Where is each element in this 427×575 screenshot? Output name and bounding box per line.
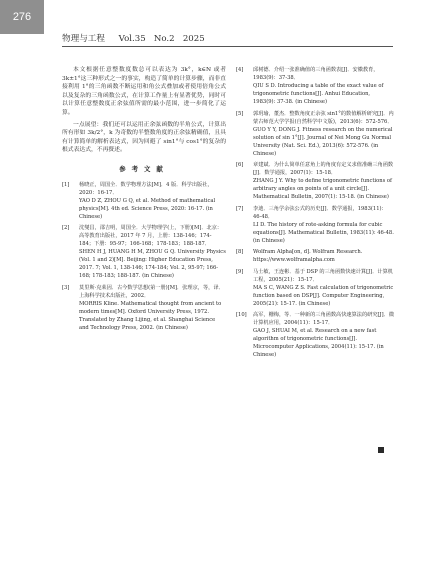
reference-number: [6] [236,162,244,168]
body-paragraph-1: 本文根据任意整数度数总可以表达为 3k°，k∈N 或者 3k±1°这三种形式之一的事实，构造了简单的计算步骤，而非直接利用 1°的三角函数不断运用和角公式叠加或者使用倍角公式以及复杂的三角函数公式，在计算工作量上有显著优势，同时可以计算任意整数度正余弦值所需的最小范围，进一步简化了运算。 [62,67,226,116]
end-of-article-mark [378,447,384,453]
reference-text-zh: 李迪．三角学余弦公式的历史[J]．数学通报，1983(11)：46-48． [253,205,387,220]
reference-item [62,284,226,332]
journal-title: 物理与工程 [62,34,105,44]
references-title: 参考文献 [119,164,169,173]
reference-number: [1] [62,181,70,188]
body-paragraph-2: 一点展望：我们还可以运用正余弦函数的半角公式，计算出所有形如 3k/2°，k 为奇数的半整数角度的正余弦精确值，且具有计算简单的解析表达式，因为回避了 sin1°与 cos1°的复杂的根式表达式，不再赘述。 [62,121,226,154]
reference-number: [2] [62,225,70,232]
reference-number: [10] [236,312,247,318]
page-number: 276 [12,11,32,23]
reference-item [62,224,226,280]
reference-text-en: GAO J, SHUAI M, et al. Research on a new fast algorithm of trigonometric functions[J]. Microcomputer Applications, 2004(11): 15-17. (in Chinese) [253,328,384,358]
reference-text-zh: 章建斌．为什么简单任意角上的角度有定义求值准确三角函数[J]．数学通报，2007(1)：15-18． [253,162,394,176]
reference-number: [9] [236,268,244,275]
reference-text-en: GUO Y Y, DONG J. Fitness research on the numerical solution of sin 1°[J]. Journal of Nei Mong Gu Normal University (Nat. Sci. Ed.), 2013(6): 572-576. (in Chinese) [253,126,393,157]
references-list-left [62,181,226,332]
reference-text-zh: 沈燮昌，邵吉明，周国全．大学物理学(上，下册)[M]．北京：高等教育出版社，2017 年 7 月，上册：138-146；174-184；下册：95-97；166-168；178-183；188-187． [79,225,223,248]
reference-number: [8] [236,249,244,255]
running-header [62,32,205,44]
header-rule [62,46,393,47]
reference-text-en: QIU S D. Introducing a table of the exact value of trigonometric functions[J]. Anhui Education, 1983(9): 37-38. (in Chinese) [253,83,384,105]
reference-number: [7] [236,205,244,212]
reference-number: [4] [236,67,244,73]
reference-text-zh: Wolfram Alpha[on, d]. Wolfram Research. https://www.wolframalpha.com [253,249,363,263]
journal-volume: Vol.35 [118,34,146,44]
reference-text-zh: 莫里斯·克莱因．古今数学思想(第一册)[M]．张理京，等，译．上海科学技术出版社，2002． [79,284,224,299]
reference-text-zh: 邱树德．介绍一张准确值的三角函数表[J]．安徽教育，1983(9)：37-38． [253,67,379,81]
reference-item [236,205,394,245]
reference-text-en: ZHANG J Y. Why to define trigonometric functions of arbitrary angles on points of a unit circle[J]. Mathematical Bulletin, 2007(1): 15-18. (in Chinese) [253,178,392,200]
page-number-badge [0,0,44,34]
reference-item [236,311,394,359]
reference-text-zh: 郭玥瑜，董杰．整数角度正余弦 sin1°的数值解析研究[J]．内蒙古师范大学学报(自然科学中文版)，2013(6)：572-576． [253,110,394,125]
journal-year: 2025 [182,34,205,44]
reference-text-zh: 马士敏，王连彬．基于 DSP 的三角函数快速计算[J]．计算机工程，2005(21)：15-17． [253,268,393,283]
reference-text-en: YAO D Z, ZHOU G Q, et al. Method of mathematical physics[M]. 4th ed. Science Press, 2020: 16-17. (in Chinese) [79,197,216,220]
reference-item [236,66,394,106]
reference-text-zh: 杨晓正，周国全．数学物理方法[M]．4 版．科学出版社，2020：16-17． [79,181,213,196]
reference-text-zh: 高军，栅梅，等．一种新的三角函数高快速算法的研究[J]．微计算机应用，2004(11)：15-17． [253,312,395,326]
reference-item [62,181,226,221]
journal-issue: No.2 [153,34,175,44]
reference-item [236,248,394,264]
reference-item [236,161,394,201]
reference-text-en: MORRIS Kline. Mathematical thought from ancient to modern times[M]. Oxford University Press, 1972. Translated by Zhang Lijing, et al. Shanghai Science and Technology Press, 2002. (in Chinese) [79,300,222,331]
references-list-right [236,66,394,359]
right-column [236,66,394,363]
reference-item [236,268,394,308]
reference-text-en: LI D. The history of rote-asking formula for cubic equations[J]. Mathematical Bulletin, 1983(11): 46-48. (in Chinese) [253,221,394,244]
left-column [62,66,226,335]
reference-number: [5] [236,110,244,117]
reference-item [236,110,394,158]
reference-number: [3] [62,284,70,291]
reference-text-en: SHEN H J, HUANG H M, ZHOU G Q. University Physics (Vol. 1 and 2)[M]. Beijing: Higher Education Press, 2017. 7; Vol. 1, 138-146; 174-184; Vol. 2, 95-97; 166-168; 178-183; 188-187. (in Chinese) [79,249,226,280]
reference-text-en: MA S C, WANG Z S. Fast calculation of trigonometric function based on DSP[J]. Computer Engineering, 2005(21): 15-17. (in Chinese) [253,284,394,307]
